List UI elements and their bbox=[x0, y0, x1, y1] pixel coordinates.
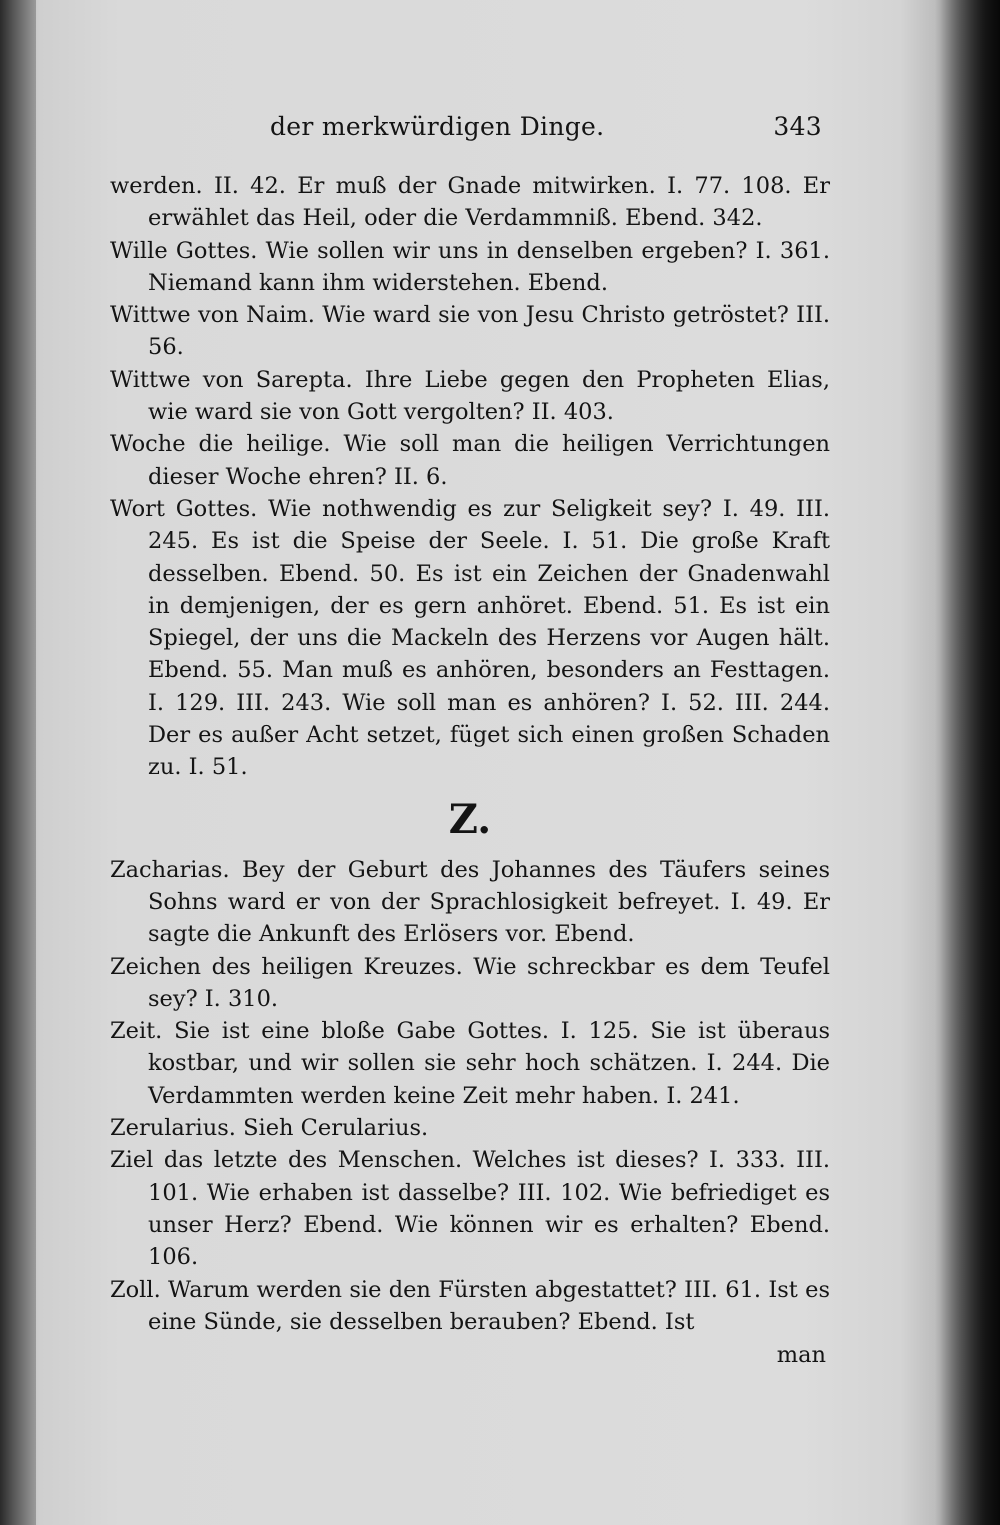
index-entry: Wille Gottes. Wie sollen wir uns in denselben ergeben? I. 361. Niemand kann ihm widerstehen. Ebend. bbox=[110, 237, 830, 296]
page-edge-shadow bbox=[940, 0, 1000, 1525]
book-gutter bbox=[0, 0, 36, 1525]
index-entry: Woche die heilige. Wie soll man die heiligen Verrichtungen dieser Woche ehren? II. 6. bbox=[110, 431, 830, 490]
index-entry: Zerularius. Sieh Cerularius. bbox=[110, 1115, 429, 1142]
index-entry: Ziel das letzte des Menschen. Welches ist dieses? I. 333. III. 101. Wie erhaben ist dasselbe? III. 102. Wie befriediget es unser Herz? Ebend. Wie können wir es erhalten? Ebend. 106. bbox=[110, 1147, 830, 1271]
index-entry: Wort Gottes. Wie nothwendig es zur Seligkeit sey? I. 49. III. 245. Es ist die Speise der Seele. I. 51. Die große Kraft desselben. Ebend. 50. Es ist ein Zeichen der Gnadenwahl in demjenigen, der es gern anhöret. Ebend. 51. Es ist ein Spiegel, der uns die Mackeln des Herzens vor Augen hält. Ebend. 55. Man muß es anhören, besonders an Festtagen. I. 129. III. 243. Wie soll man es anhören? I. 52. III. 244. Der es außer Acht setzet, füget sich einen großen Schaden zu. I. 51. bbox=[110, 495, 830, 781]
index-entry: Zeichen des heiligen Kreuzes. Wie schreckbar es dem Teufel sey? I. 310. bbox=[110, 953, 830, 1012]
index-entries-w bbox=[110, 170, 830, 784]
index-entry: Zacharias. Bey der Geburt des Johannes des Täufers seines Sohns ward er von der Sprachlosigkeit befreyet. I. 49. Er sagte die Ankunft des Erlösers vor. Ebend. bbox=[110, 856, 830, 948]
index-entry: Zeit. Sie ist eine bloße Gabe Gottes. I. 125. Sie ist überaus kostbar, und wir sollen sie sehr hoch schätzen. I. 244. Die Verdammten werden keine Zeit mehr haben. I. 241. bbox=[110, 1018, 830, 1109]
index-entry: Zoll. Warum werden sie den Fürsten abgestattet? III. 61. Ist es eine Sünde, sie desselben berauben? Ebend. Ist bbox=[110, 1276, 830, 1335]
section-letter: Z. bbox=[448, 795, 492, 843]
page-body bbox=[110, 112, 830, 1370]
index-entry: Wittwe von Sarepta. Ihre Liebe gegen den Propheten Elias, wie ward sie von Gott vergolten? II. 403. bbox=[110, 366, 830, 426]
running-head-title: der merkwürdigen Dinge. bbox=[270, 112, 605, 141]
index-entry: werden. II. 42. Er muß der Gnade mitwirken. I. 77. 108. Er erwählet das Heil, oder die Verdammniß. Ebend. 342. bbox=[110, 173, 830, 232]
page-number: 343 bbox=[773, 112, 822, 141]
index-entry: Wittwe von Naim. Wie ward sie von Jesu Christo getröstet? III. 56. bbox=[110, 302, 830, 361]
running-head bbox=[110, 112, 830, 152]
catchword: man bbox=[776, 1342, 826, 1369]
index-entries-z bbox=[110, 854, 830, 1338]
